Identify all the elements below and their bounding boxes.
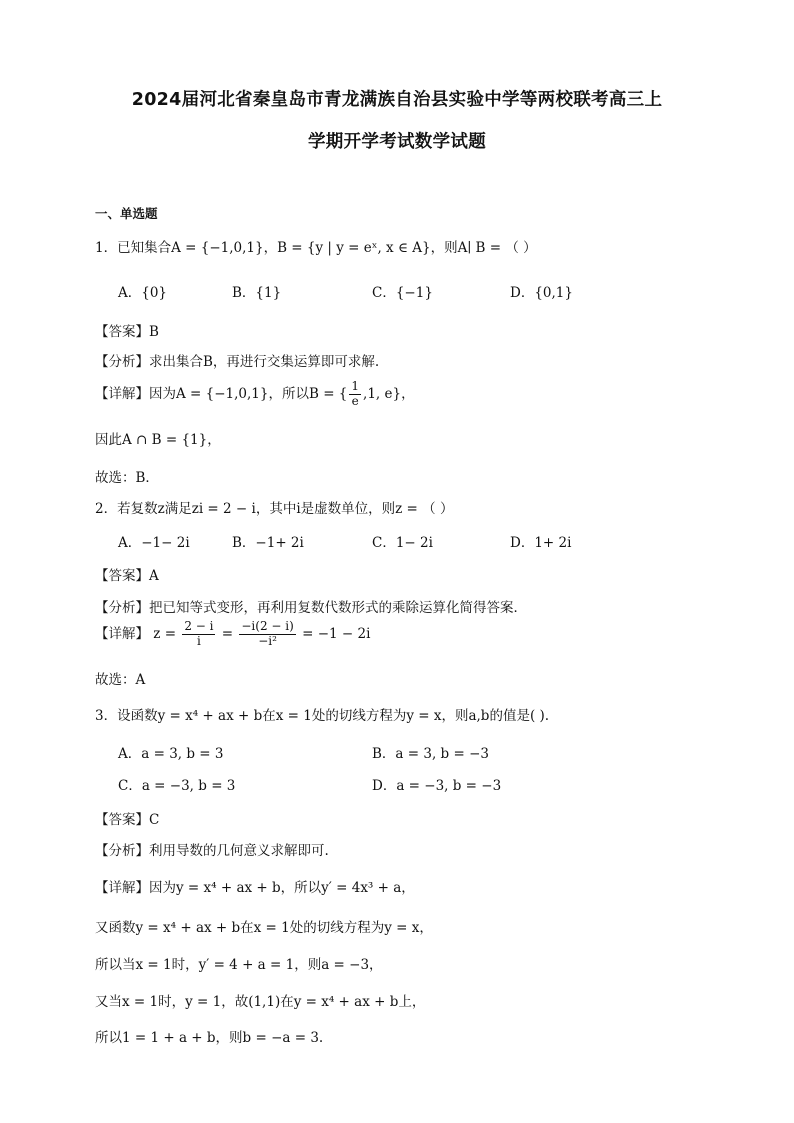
q2-option-b: B．−1+ 2i — [232, 535, 304, 551]
fraction-numerator: 2 − i — [184, 619, 214, 633]
q2-answer: 【答案】A — [95, 568, 159, 584]
q3-option-c: C．a = −3, b = 3 — [118, 778, 236, 794]
q2-detail-prefix: 【详解】 z = — [95, 625, 177, 642]
fraction-numerator: 1 — [351, 379, 360, 393]
q1-option-c: C．{−1} — [372, 285, 433, 301]
q3-stem: 3．设函数y = x⁴ + ax + b在x = 1处的切线方程为y = x，则a,b的值是( ). — [95, 708, 550, 724]
q2-analysis: 【分析】把已知等式变形，再利用复数代数形式的乘除运算化简得答案． — [95, 600, 527, 616]
q3-option-d: D．a = −3, b = −3 — [372, 778, 502, 794]
q1-detail-fraction — [349, 380, 361, 409]
q2-option-a: A．−1− 2i — [118, 535, 190, 551]
document-title-line1: 2024届河北省秦皇岛市青龙满族自治县实验中学等两校联考高三上 — [131, 90, 663, 110]
q1-stem: 1．已知集合A = {−1,0,1}，B = {y | y = eˣ, x ∈ A}，则A∣ B = （ ） — [95, 240, 537, 256]
q1-conclusion: 因此A ∩ B = {1}， — [95, 432, 221, 448]
fraction-denominator: e — [351, 393, 359, 408]
q2-fraction-1 — [182, 620, 215, 649]
q2-choose: 故选：A — [95, 672, 146, 688]
q3-step-2: 又函数y = x⁴ + ax + b在x = 1处的切线方程为y = x， — [95, 920, 433, 936]
q1-choose: 故选：B． — [95, 470, 159, 486]
q2-option-d: D．1+ 2i — [510, 535, 572, 551]
q1-option-d: D．{0,1} — [510, 285, 573, 301]
q2-stem: 2．若复数z满足zi = 2 − i，其中i是虚数单位，则z = （ ） — [95, 501, 454, 517]
q1-answer: 【答案】B — [95, 324, 159, 340]
q3-analysis: 【分析】利用导数的几何意义求解即可. — [95, 843, 329, 859]
q1-detail-prefix: 【详解】因为A = {−1,0,1}，所以B = { — [95, 385, 348, 402]
q1-detail — [95, 380, 415, 409]
q1-option-a: A．{0} — [118, 285, 168, 301]
q2-equals: = — [221, 625, 234, 642]
fraction-denominator: i — [196, 633, 201, 648]
q1-analysis: 【分析】求出集合B，再进行交集运算即可求解. — [95, 354, 380, 370]
q2-detail-suffix: = −1 − 2i — [302, 625, 371, 642]
q3-step-3: 所以当x = 1时，y′ = 4 + a = 1，则a = −3， — [95, 957, 383, 973]
q3-option-b: B．a = 3, b = −3 — [372, 746, 489, 762]
fraction-numerator: −i(2 − i) — [241, 619, 294, 633]
document-title-line2: 学期开学考试数学试题 — [308, 132, 486, 152]
section-heading: 一、单选题 — [95, 206, 158, 221]
q2-fraction-2 — [239, 620, 295, 649]
q2-option-c: C．1− 2i — [372, 535, 433, 551]
q2-detail — [95, 620, 370, 649]
q1-option-b: B．{1} — [232, 285, 282, 301]
q3-step-5: 所以1 = 1 + a + b，则b = −a = 3. — [95, 1030, 324, 1046]
fraction-denominator: −i² — [258, 633, 277, 648]
q3-step-4: 又当x = 1时，y = 1，故(1,1)在y = x⁴ + ax + b上， — [95, 994, 426, 1010]
q3-option-a: A．a = 3, b = 3 — [118, 746, 224, 762]
q3-detail: 【详解】因为y = x⁴ + ax + b，所以y′ = 4x³ + a， — [95, 880, 415, 896]
q3-answer: 【答案】C — [95, 812, 160, 828]
q1-detail-suffix: ,1, e}， — [363, 385, 415, 402]
